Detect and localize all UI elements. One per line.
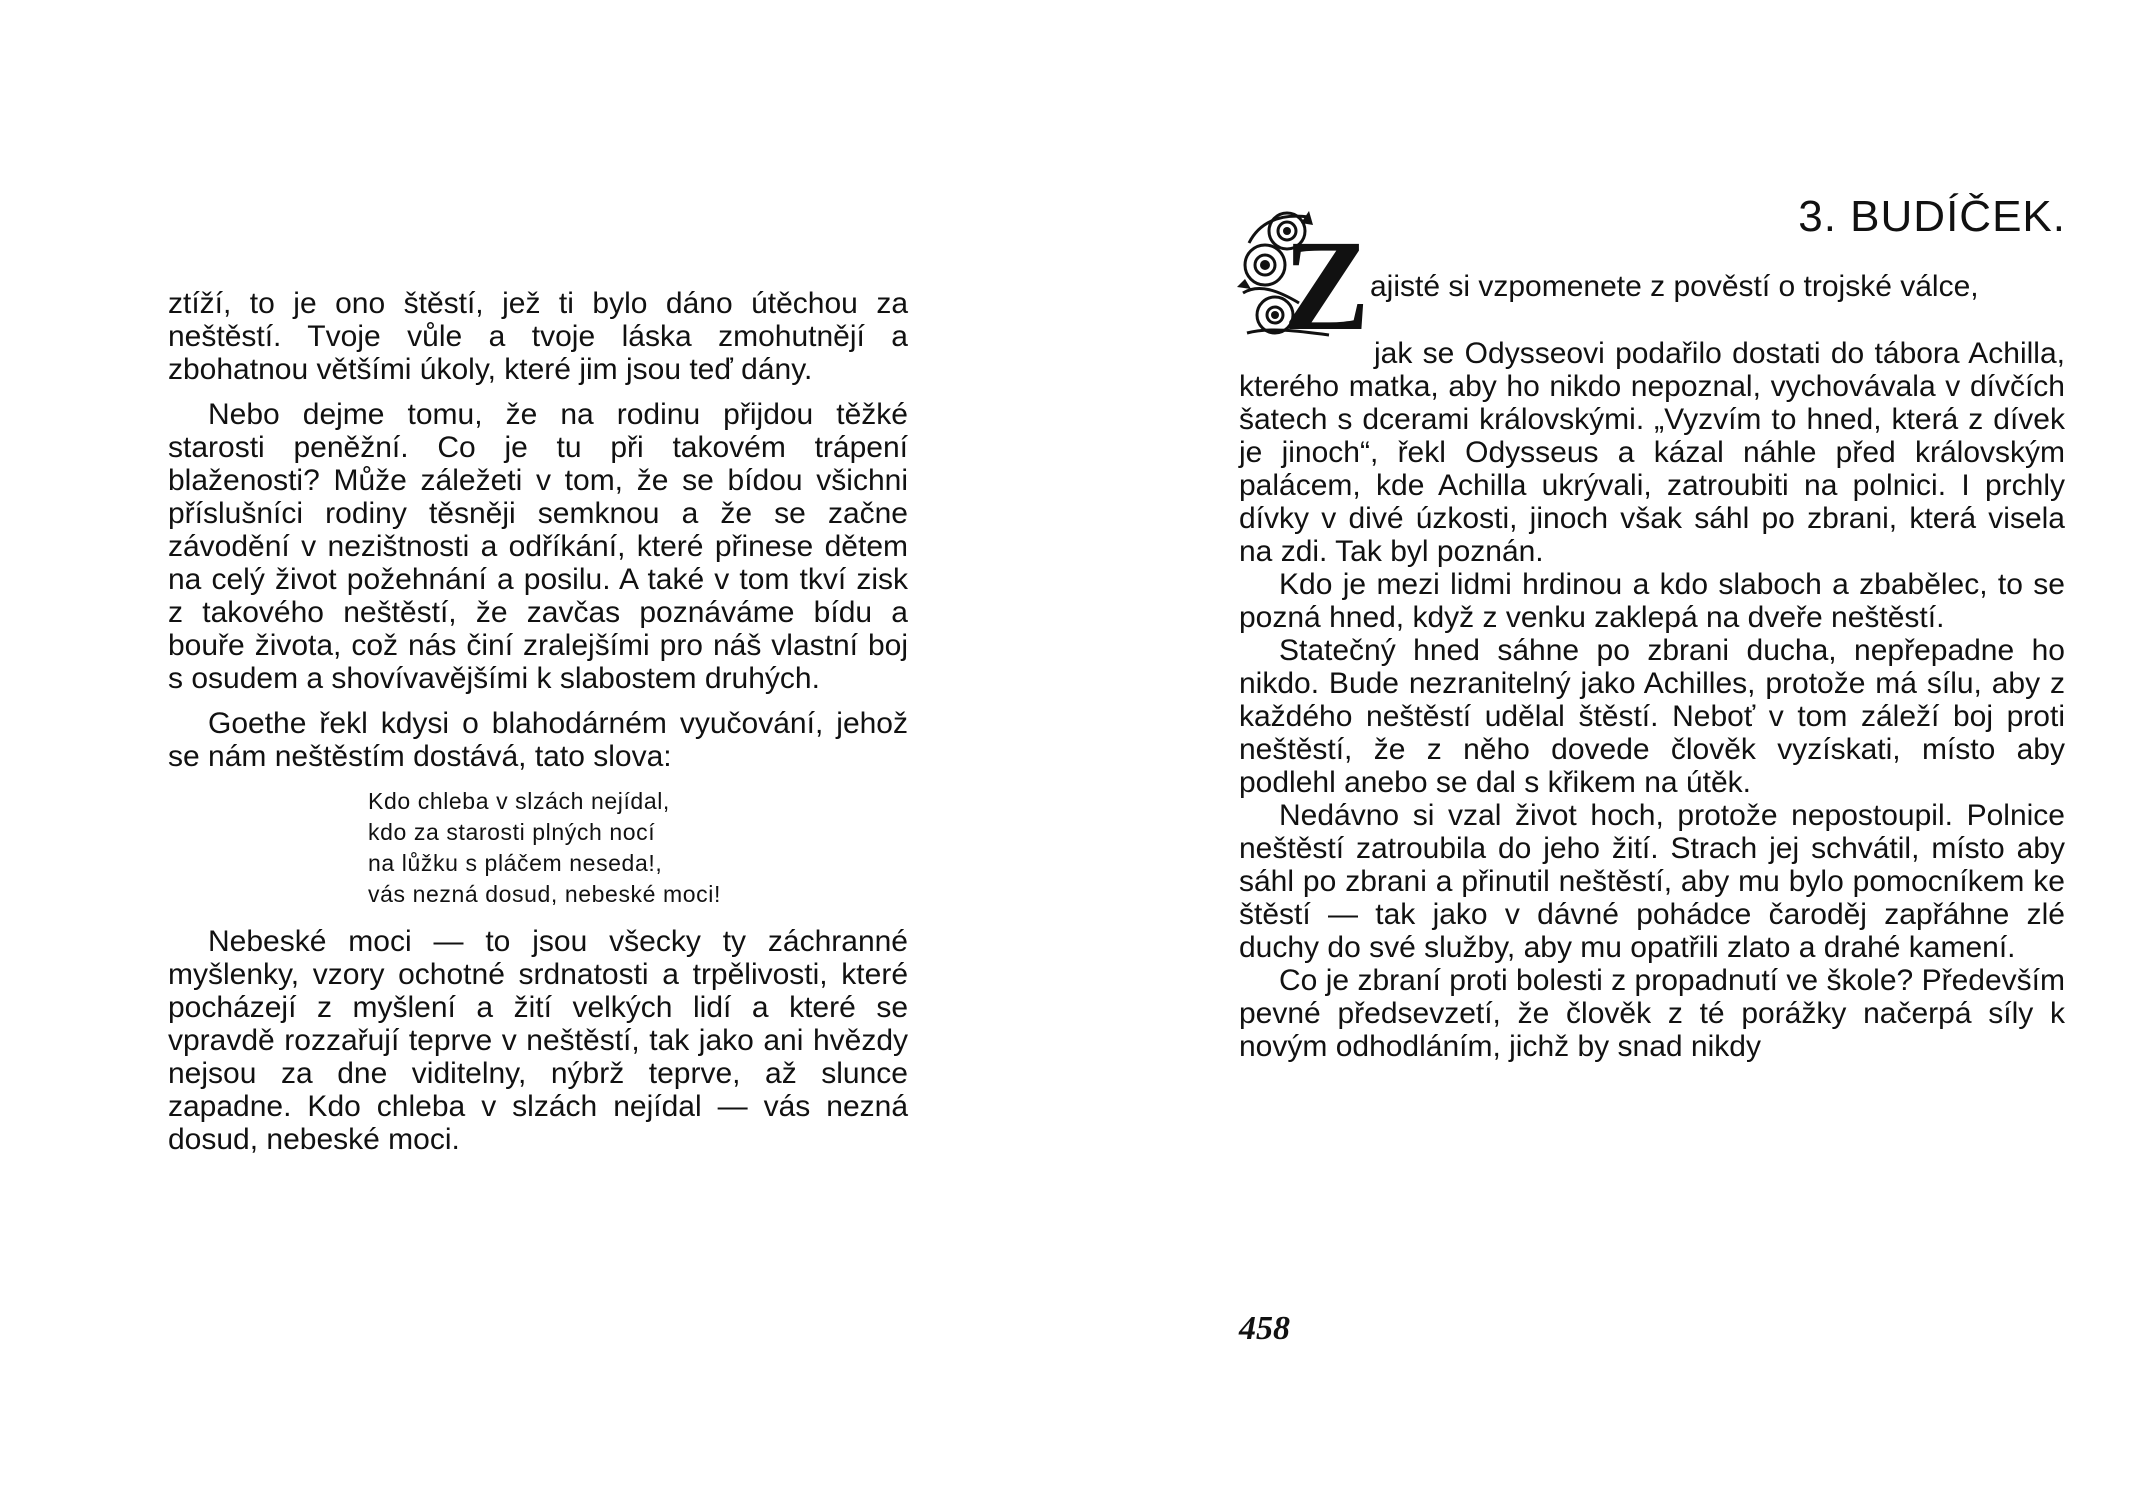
poem-line-1: Kdo chleba v slzách nejídal,: [368, 788, 670, 814]
left-paragraph-2: Nebo dejme tomu, že na rodinu přijdou těžké starosti peněžní. Co je tu při takovém trápení blaženosti? Může záležeti v tom, že se bídou všichni příslušníci rodiny těsněji semknou a že se začne závodění v nezištnosti a odříkání, které přinese dětem na celý život požehnání a posilu. A také v tom tkví zisk z takového neštěstí, že zavčas poznáváme bídu a bouře života, což nás činí zralejšími pro náš vlastní boj s osudem a shovívavějšími k slabostem druhých.: [168, 398, 908, 695]
right-paragraph-3: Statečný hned sáhne po zbrani ducha, nepřepadne ho nikdo. Bude nezranitelný jako Achilles, protože má sílu, aby z každého neštěstí udělal štěstí. Neboť v tom záleží boj proti neštěstí, že z něho dovede člověk vyzískati, místo aby podlehl anebo se dal s křikem na útěk.: [1239, 634, 2065, 799]
right-paragraph-5: Co je zbraní proti bolesti z propadnutí ve škole? Především pevné předsevzetí, že člověk z té porážky načerpá síly k novým odhodláním, jichž by snad nikdy: [1239, 964, 2065, 1063]
page-number: 458: [1239, 1310, 1290, 1347]
left-paragraph-3: Goethe řekl kdysi o blahodárném vyučování, jehož se nám neštěstím dostává, tato slova:: [168, 707, 908, 773]
right-page-text: [1239, 337, 2065, 1063]
initial-ornament-graphic: [1239, 203, 1370, 358]
left-closing-paragraph: Nebeské moci — to jsou všecky ty záchranné myšlenky, vzory ochotné srdnatosti a trpělivosti, které pocházejí z myšlení a žití velkých lidí a které se vpravdě rozzařují teprve v neštěstí, tak jako ani hvězdy nejsou za dne viditelny, nýbrž teprve, až slunce zapadne. Kdo chleba v slzách nejídal — vás nezná dosud, nebeské moci.: [168, 925, 908, 1156]
poem-line-2: kdo za starosti plných nocí: [368, 819, 656, 845]
chapter-heading: 3. BUDÍČEK.: [1798, 192, 2066, 241]
right-paragraph-2: Kdo je mezi lidmi hrdinou a kdo slaboch a zbabělec, to se pozná hned, když z venku zaklepá na dveře neštěstí.: [1239, 568, 2065, 634]
poem-line-3: na lůžku s pláčem neseda!,: [368, 850, 663, 876]
left-paragraph-1: ztíží, to je ono štěstí, jež ti bylo dáno útěchou za neštěstí. Tvoje vůle a tvoje láska zmohutnějí a zbohatnou většími úkoly, které jim jsou teď dány.: [168, 287, 908, 386]
left-page-text: [168, 287, 908, 1156]
first-line-after-initial: ajisté si vzpomenete z pověstí o trojské válce,: [1370, 270, 1979, 303]
right-page: [1069, 0, 2138, 1500]
right-paragraph-1: jak se Odysseovi podařilo dostati do tábora Achilla, kterého matka, aby ho nikdo nepoznal, vychovávala v dívčích šatech s dcerami královskými. „Vyzvím to hned, která z dívek je jinoch“, řekl Odysseus a kázal náhle před královským palácem, kde Achilla ukrývali, zatroubiti na polnici. I prchly dívky v divé úzkosti, jinoch však sáhl po zbrani, která visela na zdi. Tak byl poznán.: [1239, 337, 2065, 568]
poem-line-4: vás nezná dosud, nebeské moci!: [368, 881, 721, 907]
right-paragraph-4: Nedávno si vzal život hoch, protože nepostoupil. Polnice neštěstí zatroubila do jeho žití. Strach jej schvátil, místo aby sáhl po zbrani a přinutil neštěstí, aby mu bylo pomocníkem ke štěstí — tak jako v dávné pohádce čaroděj zapřáhne zlé duchy do své služby, aby mu opatřili zlato a drahé kamení.: [1239, 799, 2065, 964]
floral-decorated-initial-icon: [1239, 203, 1370, 358]
goethe-poem: [368, 786, 908, 910]
initial-letter: Z: [1283, 214, 1370, 358]
